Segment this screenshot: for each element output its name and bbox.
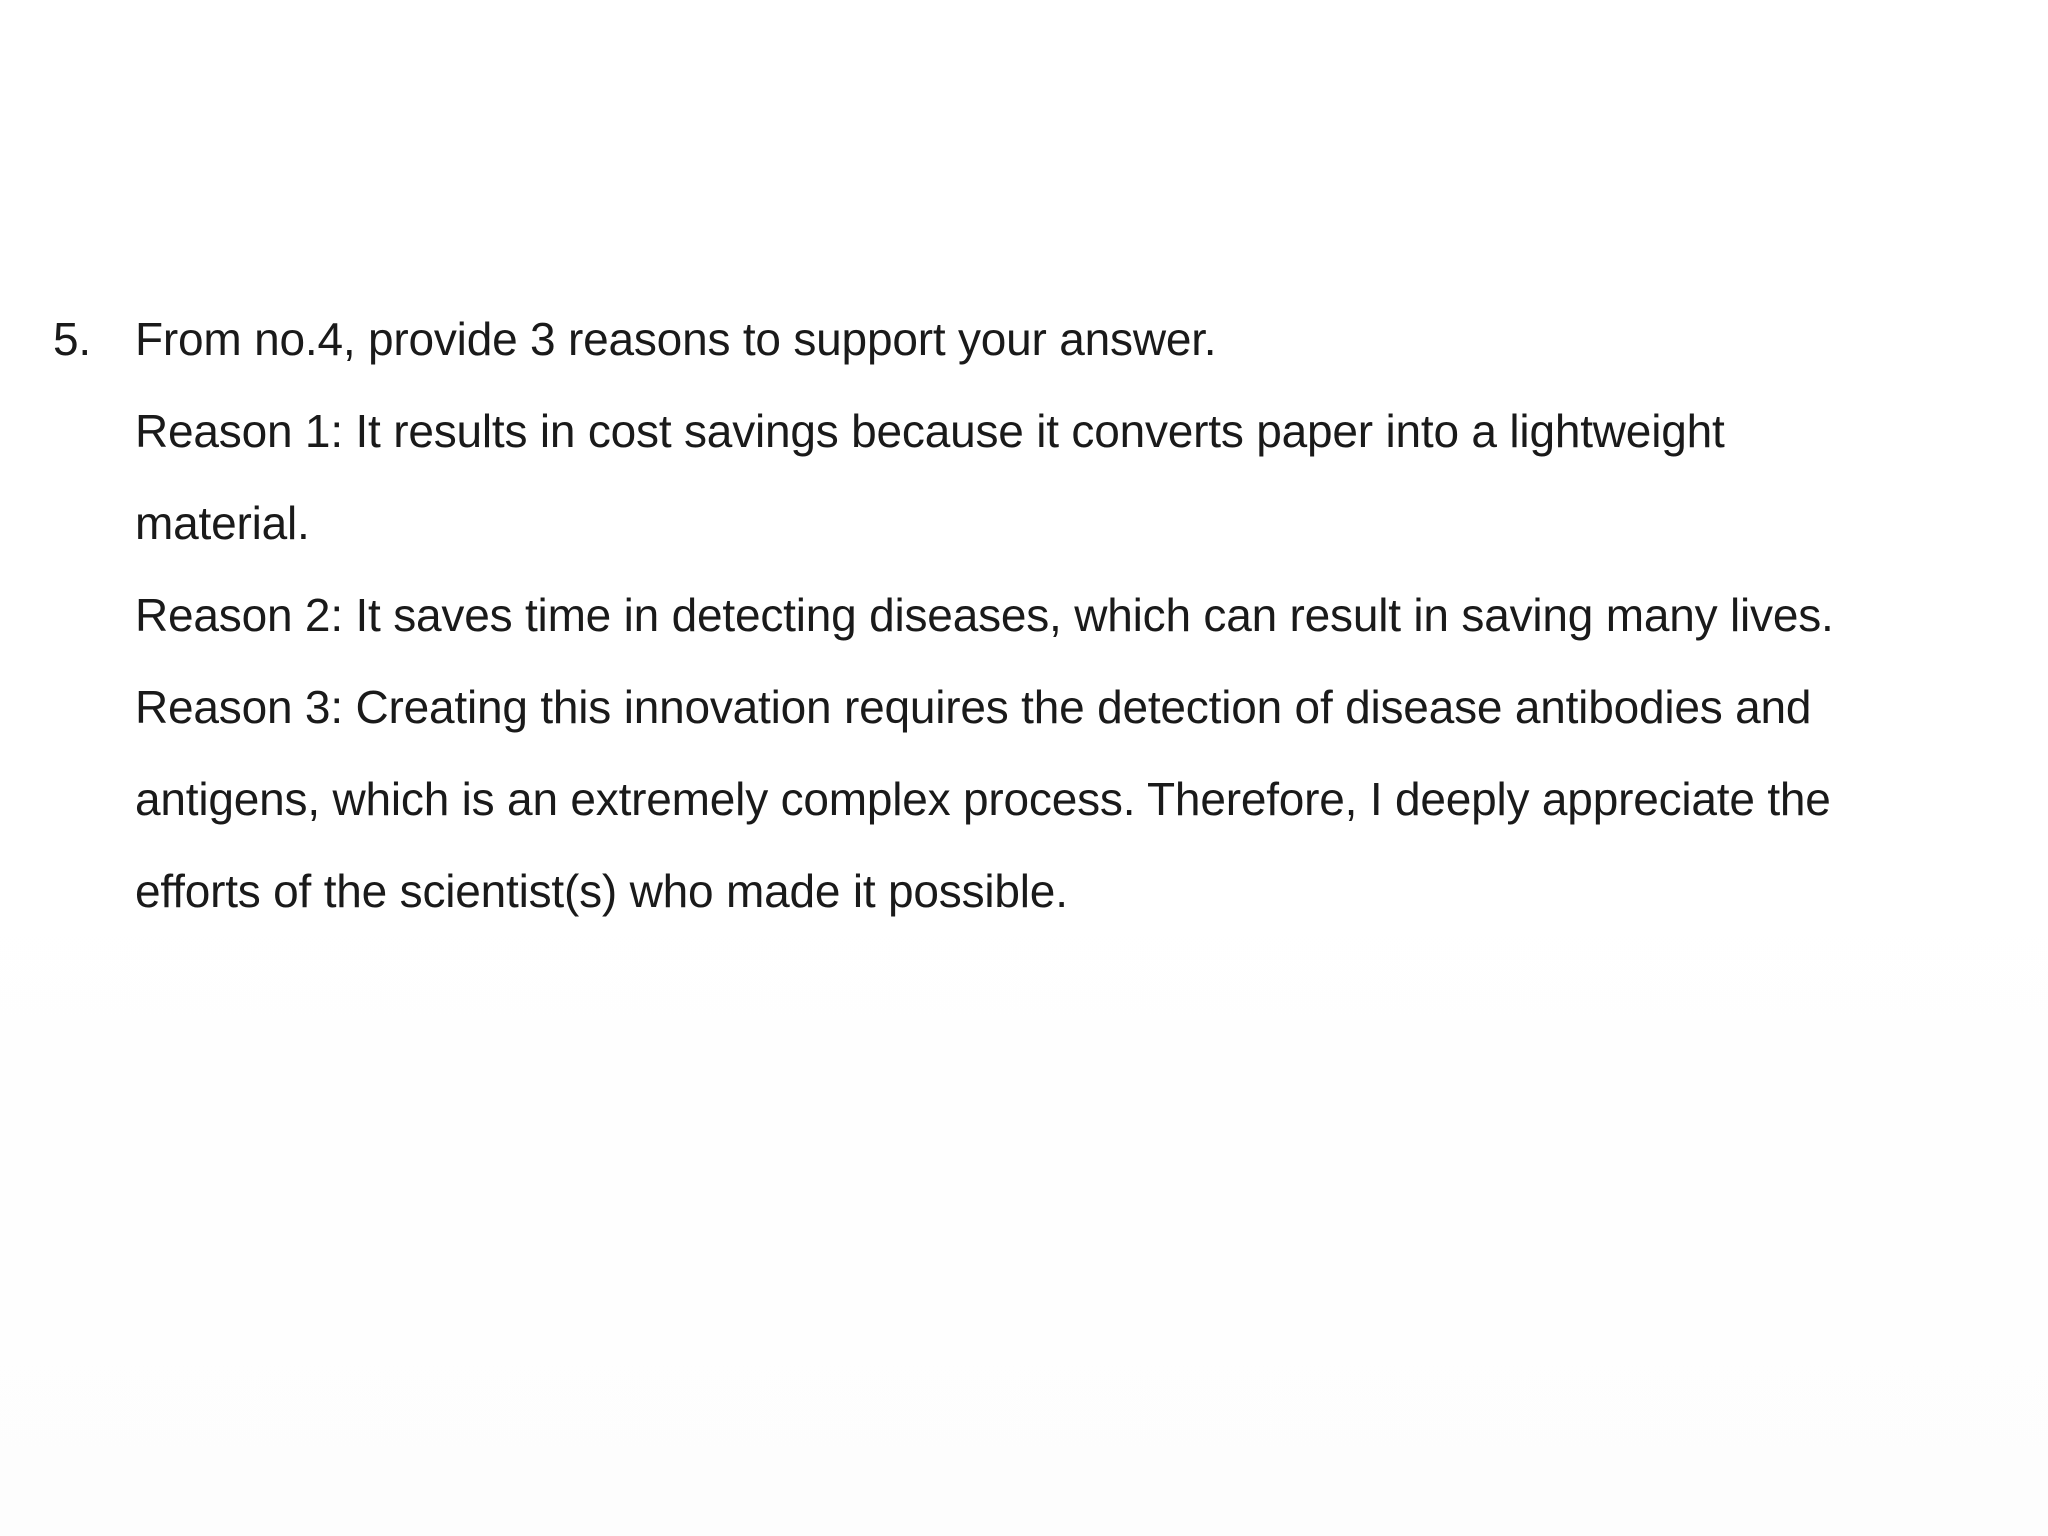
question-number: 5.: [53, 313, 91, 365]
reason-3-line-2: antigens, which is an extremely complex process. Therefore, I deeply appreciate the: [135, 773, 1831, 825]
answer-block: [135, 385, 1965, 937]
question-block: [53, 293, 1993, 385]
question-line: [53, 293, 1993, 385]
reason-3-line-1: Reason 3: Creating this innovation requires the detection of disease antibodies and: [135, 681, 1812, 733]
reason-2-line-1: Reason 2: It saves time in detecting diseases, which can result in saving many lives.: [135, 589, 1834, 641]
reason-3-line-3: efforts of the scientist(s) who made it possible.: [135, 865, 1068, 917]
reason-1-line-1: Reason 1: It results in cost savings because it converts paper into a lightweight: [135, 405, 1725, 457]
reason-1-line-2: material.: [135, 497, 310, 549]
question-text: From no.4, provide 3 reasons to support your answer.: [135, 313, 1217, 365]
